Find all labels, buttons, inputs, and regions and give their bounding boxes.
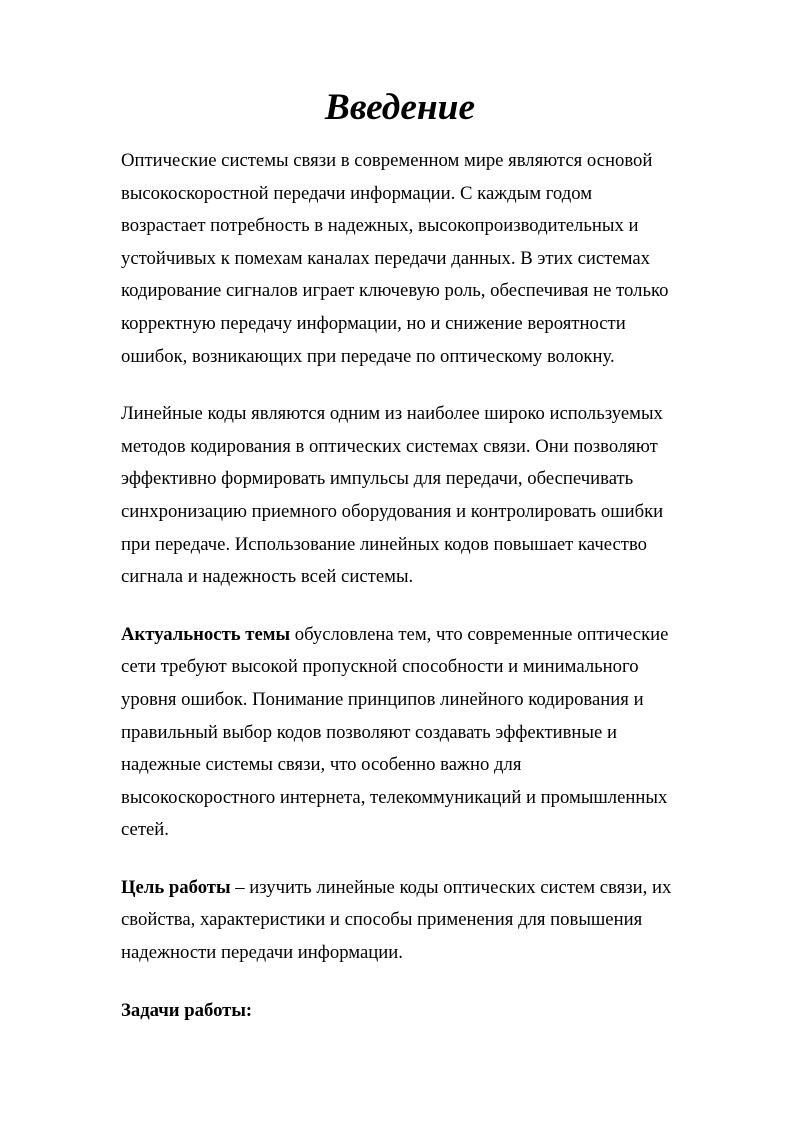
text-line: ошибок, возникающих при передаче по оптическому волокну. (121, 345, 615, 367)
text-line: устойчивых к помехам каналах передачи данных. В этих системах (121, 247, 650, 269)
text-line: высокоскоростной передачи информации. С каждым годом (121, 182, 593, 204)
paragraph-tasks (121, 995, 686, 1028)
paragraph-intro (121, 145, 686, 373)
tasks-heading: Задачи работы: (121, 999, 253, 1021)
text-line: при передаче. Использование линейных кодов повышает качество (121, 533, 648, 555)
document-body (121, 145, 686, 1052)
goal-heading: Цель работы (121, 876, 231, 898)
text-line (121, 872, 686, 905)
page-title: Введение (324, 87, 476, 128)
text-fragment: обусловлена тем, что современные оптические (290, 623, 669, 645)
text-fragment: – изучить линейные коды оптических систем связи, их (230, 876, 672, 898)
text-line: надежные системы связи, что особенно важно для (121, 754, 522, 776)
text-line: эффективно формировать импульсы для передачи, обеспечивать (121, 468, 634, 490)
text-line: Оптические системы связи в современном мире являются основой (121, 150, 653, 171)
paragraph-goal (121, 872, 686, 970)
paragraph-linear-codes (121, 398, 686, 594)
text-line: свойства, характеристики и способы применения для повышения (121, 909, 643, 931)
text-line: сети требуют высокой пропускной способности и минимального (121, 656, 639, 678)
text-line: сетей. (121, 819, 169, 841)
text-line: синхронизацию приемного оборудования и контролировать ошибки (121, 500, 664, 522)
text-line: правильный выбор кодов позволяют создавать эффективные и (121, 721, 617, 743)
text-line: высокоскоростного интернета, телекоммуникаций и промышленных (121, 786, 668, 808)
text-line (121, 995, 686, 1028)
text-line: Линейные коды являются одним из наиболее широко используемых (121, 403, 663, 425)
text-line (121, 619, 686, 652)
text-line: возрастает потребность в надежных, высокопроизводительных и (121, 215, 639, 237)
text-line: надежности передачи информации. (121, 942, 403, 964)
text-line: кодирование сигналов играет ключевую роль, обеспечивая не только (121, 280, 669, 302)
text-line: сигнала и надежность всей системы. (121, 566, 414, 588)
relevance-heading: Актуальность темы (121, 623, 291, 645)
text-line: уровня ошибок. Понимание принципов линейного кодирования и (121, 688, 644, 710)
paragraph-relevance (121, 619, 686, 847)
text-line: корректную передачу информации, но и снижение вероятности (121, 312, 626, 334)
text-line: методов кодирования в оптических системах связи. Они позволяют (121, 435, 658, 457)
